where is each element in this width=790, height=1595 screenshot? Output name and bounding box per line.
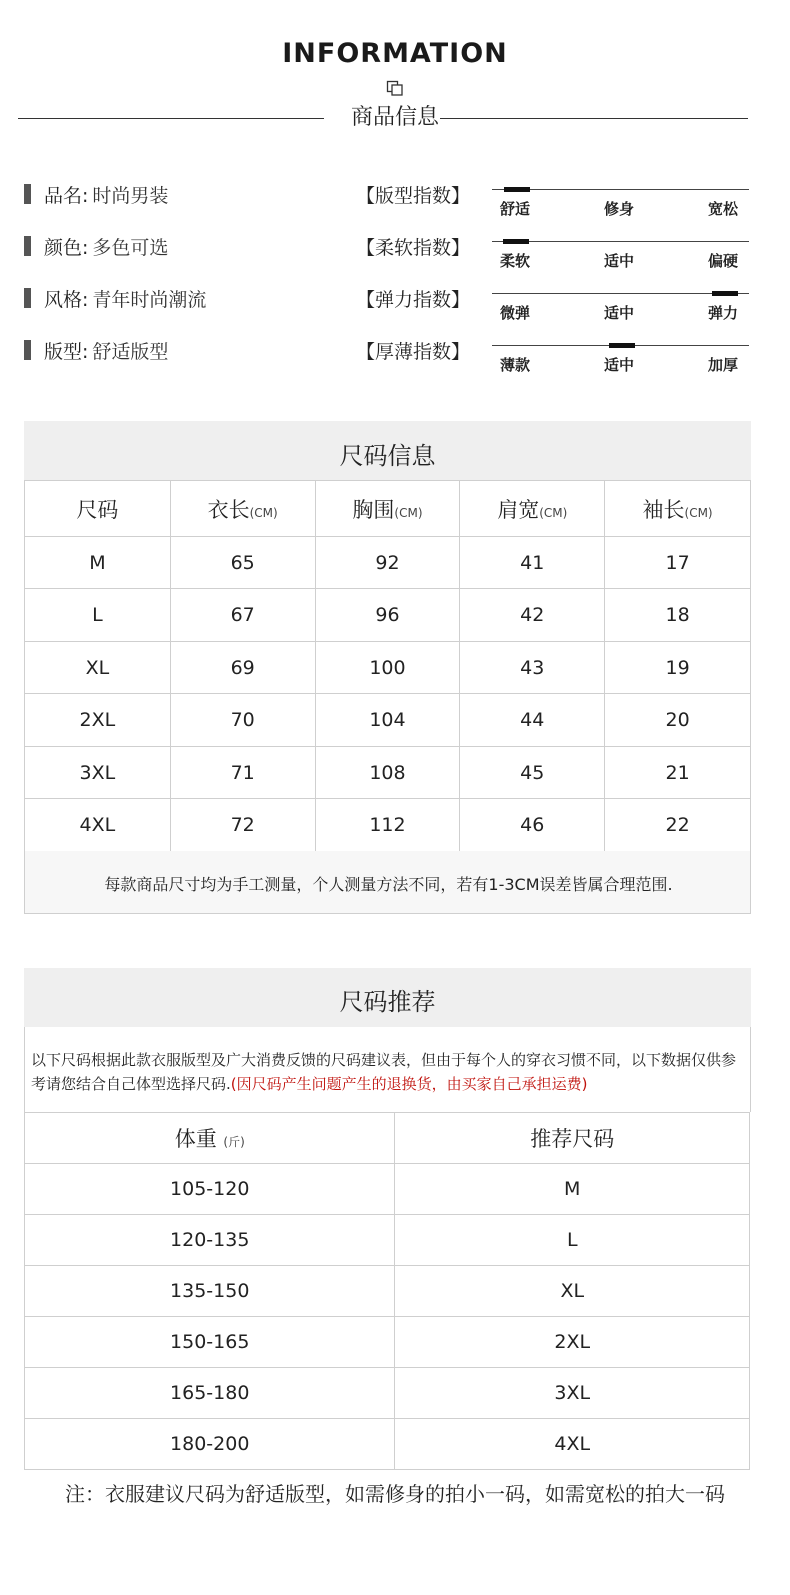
table-row [25, 1419, 750, 1470]
attribute-value: 时尚男装 [92, 185, 169, 207]
index-option: 微弹 [500, 304, 531, 322]
table-row [25, 537, 751, 589]
recommended-size-cell: M [395, 1164, 750, 1215]
shoulder-cell: 41 [460, 537, 605, 589]
recommend-header-cell: 推荐尺码 [395, 1113, 750, 1164]
info-heading: INFORMATION [282, 38, 508, 69]
weight-cell: 105-120 [25, 1164, 395, 1215]
footnote: 注：衣服建议尺码为舒适版型，如需修身的拍小一码，如需宽松的拍大一码 [65, 1482, 725, 1506]
index-option: 薄款 [500, 356, 531, 374]
size-cell: L [25, 589, 171, 642]
measurement-note [24, 851, 751, 914]
index-option: 适中 [604, 304, 635, 322]
length-cell: 70 [170, 694, 315, 747]
index-option: 宽松 [708, 200, 739, 218]
chest-cell: 108 [315, 747, 460, 799]
chest-cell: 104 [315, 694, 460, 747]
table-row [25, 1215, 750, 1266]
index-scale-line [492, 241, 749, 242]
length-cell: 67 [170, 589, 315, 642]
recommended-size-cell: 4XL [395, 1419, 750, 1470]
index-option: 柔软 [500, 252, 531, 270]
attribute-key: 版型: [44, 341, 89, 363]
sleeve-cell: 20 [605, 694, 751, 747]
attribute-key: 风格: [44, 289, 89, 311]
attribute-bullet [24, 236, 31, 256]
shoulder-cell: 46 [460, 799, 605, 852]
size-header-cell: 肩宽(CM) [460, 481, 605, 537]
index-selected-marker [504, 187, 530, 192]
index-label: 【弹力指数】 [356, 289, 471, 311]
recommend-description [31, 1048, 747, 1096]
index-label: 【厚薄指数】 [356, 341, 471, 363]
index-scale-line [492, 293, 749, 294]
index-option: 偏硬 [708, 252, 739, 270]
recommended-size-cell: XL [395, 1266, 750, 1317]
length-cell: 69 [170, 642, 315, 694]
index-label: 【柔软指数】 [356, 237, 471, 259]
weight-cell: 135-150 [25, 1266, 395, 1317]
attribute-key: 品名: [44, 185, 89, 207]
index-option: 适中 [604, 252, 635, 270]
index-option: 弹力 [708, 304, 739, 322]
index-option: 适中 [604, 356, 635, 374]
length-cell: 72 [170, 799, 315, 852]
recommended-size-cell: 3XL [395, 1368, 750, 1419]
size-cell: 3XL [25, 747, 171, 799]
table-row [25, 1266, 750, 1317]
sleeve-cell: 21 [605, 747, 751, 799]
attribute-value: 舒适版型 [92, 341, 169, 363]
attribute-bullet [24, 340, 31, 360]
recommended-size-cell: 2XL [395, 1317, 750, 1368]
shoulder-cell: 43 [460, 642, 605, 694]
index-label: 【版型指数】 [356, 185, 471, 207]
shoulder-cell: 45 [460, 747, 605, 799]
section-subtitle: 商品信息 [350, 105, 439, 130]
size-cell: 4XL [25, 799, 171, 852]
chest-cell: 92 [315, 537, 460, 589]
size-header-cell: 袖长(CM) [605, 481, 751, 537]
header-divider-right [440, 118, 748, 119]
size-table [24, 480, 751, 852]
table-row [25, 1317, 750, 1368]
recommend-header-cell: 体重 (斤) [25, 1113, 395, 1164]
size-cell: 2XL [25, 694, 171, 747]
index-scale-line [492, 189, 749, 190]
size-cell: M [25, 537, 171, 589]
recommended-size-cell: L [395, 1215, 750, 1266]
recommend-desc-warning: (因尺码产生问题产生的退换货，由买家自己承担运费) [230, 1075, 588, 1093]
sleeve-cell: 19 [605, 642, 751, 694]
chest-cell: 100 [315, 642, 460, 694]
size-table-title: 尺码信息 [339, 442, 436, 470]
table-row [25, 642, 751, 694]
weight-cell: 180-200 [25, 1419, 395, 1470]
index-selected-marker [503, 239, 529, 244]
weight-cell: 120-135 [25, 1215, 395, 1266]
attribute-bullet [24, 184, 31, 204]
weight-cell: 150-165 [25, 1317, 395, 1368]
shoulder-cell: 42 [460, 589, 605, 642]
recommend-header-row [25, 1113, 750, 1164]
attribute-value: 青年时尚潮流 [92, 289, 207, 311]
sleeve-cell: 22 [605, 799, 751, 852]
attribute-bullet [24, 288, 31, 308]
shoulder-cell: 44 [460, 694, 605, 747]
table-row [25, 747, 751, 799]
measurement-note-text: 每款商品尺寸均为手工测量，个人测量方法不同，若有1-3CM误差皆属合理范围. [104, 875, 673, 894]
size-header-cell: 衣长(CM) [170, 481, 315, 537]
size-table-header-row [25, 481, 751, 537]
sleeve-cell: 17 [605, 537, 751, 589]
index-selected-marker [609, 343, 635, 348]
index-selected-marker [712, 291, 738, 296]
size-header-cell: 尺码 [25, 481, 171, 537]
index-option: 加厚 [708, 356, 739, 374]
header-divider-left [18, 118, 324, 119]
length-cell: 71 [170, 747, 315, 799]
length-cell: 65 [170, 537, 315, 589]
chest-cell: 112 [315, 799, 460, 852]
attribute-key: 颜色: [44, 237, 89, 259]
weight-cell: 165-180 [25, 1368, 395, 1419]
copy-icon [386, 80, 404, 96]
table-row [25, 589, 751, 642]
size-header-cell: 胸围(CM) [315, 481, 460, 537]
recommend-title: 尺码推荐 [339, 988, 436, 1016]
recommend-desc-text: 以下尺码根据此款衣服版型及广大消费反馈的尺码建议表，但由于每个人的穿衣习惯不同，以下数据仅供参考请您结合自己体型选择尺码. [31, 1051, 737, 1093]
recommend-table [24, 1112, 750, 1470]
table-row [25, 694, 751, 747]
index-option: 修身 [604, 200, 635, 218]
index-option: 舒适 [500, 200, 531, 218]
size-cell: XL [25, 642, 171, 694]
chest-cell: 96 [315, 589, 460, 642]
table-row [25, 799, 751, 852]
table-row [25, 1368, 750, 1419]
sleeve-cell: 18 [605, 589, 751, 642]
table-row [25, 1164, 750, 1215]
attribute-value: 多色可选 [92, 237, 169, 259]
